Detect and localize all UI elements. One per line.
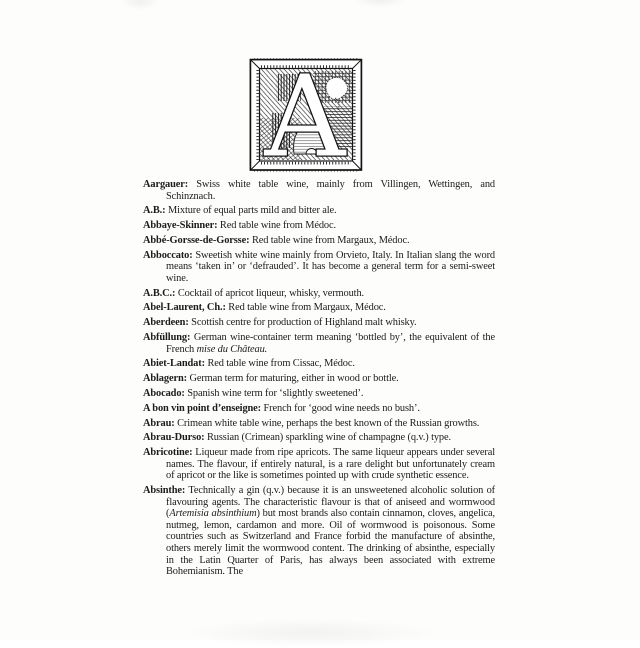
entry-term: Abfüllung: [143, 332, 191, 344]
entry [143, 332, 495, 355]
entry-definition-text: Red table wine from Margaux, Médoc. [251, 234, 410, 246]
scan-smudge [120, 0, 160, 10]
entry-term: Abrau-Durso: [143, 432, 205, 444]
entry [143, 388, 495, 400]
entry-definition-text: Liqueur made from ripe apricots. The same liqueur appears under several names. The flavour, if entirely natural, is a rare delight but unfortunately cream of apricot or the like is sometimes pointed up with crude synthetic essence. [166, 447, 495, 482]
entry [143, 220, 495, 232]
entry-term: Aargauer: [143, 179, 189, 190]
decorative-initial [249, 58, 363, 172]
entry-definition-text: Crimean white table wine, perhaps the best known of the Russian growths. [177, 417, 480, 429]
entry-term: Abiet-Landat: [143, 358, 205, 370]
entry [143, 205, 495, 217]
entry-definition-text: Mixture of equal parts mild and bitter ale. [167, 205, 337, 217]
entry [143, 373, 495, 385]
entries-list [143, 179, 495, 581]
entry-definition-italic: Artemisia absinthium [169, 508, 257, 520]
entry-term: Abbé-Gorsse-de-Gorsse: [143, 234, 250, 246]
woodcut-initial-frame [249, 58, 363, 172]
entry-definition-text: ) but most brands also contain cinnamon, cloves, angelica, nutmeg, lemon, cardamon and more. Oil of wormwood is poisonous. Some countries such as Switzerland and France forbid the manufacture of absinthe, others merely limit the wormwood content. The drinking of absinthe, especially in the Latin Quarter of Paris, has always been associated with extreme Bohemianism. The [166, 508, 495, 578]
entry-term: A.B.: [143, 205, 166, 217]
entry-term: Absinthe: [143, 485, 186, 497]
initial-letter: A [264, 58, 346, 172]
entry-definition-text: Technically a gin (q.v.) because it is an unsweetened alcoholic solution of flavouring agents. The characteristic flavour is that of aniseed and wormwood ( [166, 485, 495, 520]
entry-term: Abel-Laurent, Ch.: [143, 302, 226, 314]
scan-smudge [352, 0, 408, 8]
entry-definition-text: Cocktail of apricot liqueur, whisky, vermouth. [177, 287, 364, 299]
entry-definition-text: Red table wine from Cissac, Médoc. [207, 358, 355, 370]
entry [143, 179, 495, 202]
entry-term: Abbaye-Skinner: [143, 220, 218, 232]
entry-definition-text: Swiss white table wine, mainly from Villingen, Wettingen, and Schinznach. [166, 179, 495, 202]
entry-definition-text: French for ‘good wine needs no bush’. [263, 402, 420, 414]
entry [143, 358, 495, 370]
entry-definition-text: Scottish centre for production of Highland malt whisky. [191, 317, 417, 329]
entry-definition-text: Sweetish white wine mainly from Orvieto, Italy. In Italian slang the word means ‘taken in’ or ‘defrauded’. It has become a general term for a semi-sweet wine. [166, 249, 495, 284]
entry-term: Ablagern: [143, 373, 187, 385]
entry [143, 447, 495, 482]
entry-definition-text: Russian (Crimean) sparkling wine of champagne (q.v.) type. [206, 432, 451, 444]
entry-term: Abocado: [143, 387, 185, 399]
entry-term: A bon vin point d’enseigne: [143, 402, 262, 414]
entry-definition-text: Red table wine from Médoc. [219, 220, 336, 232]
entry-definition-text: German term for maturing, either in wood or bottle. [189, 373, 399, 385]
entry-definition-text: Spanish wine term for ‘slightly sweetened’. [187, 387, 364, 399]
entry [143, 317, 495, 329]
entry [143, 485, 495, 578]
entry-term: Abrau: [143, 417, 175, 429]
entry-term: A.B.C.: [143, 287, 176, 299]
entry [143, 250, 495, 285]
entry [143, 302, 495, 314]
entry [143, 235, 495, 247]
entry-term: Abricotine: [143, 447, 193, 459]
entry [143, 418, 495, 430]
entry [143, 403, 495, 415]
scan-smudge [180, 618, 440, 648]
entry-definition-italic: mise du Château. [196, 343, 268, 355]
entry [143, 288, 495, 300]
entry-definition-text: Red table wine from Margaux, Médoc. [228, 302, 386, 314]
entry-term: Abboccato: [143, 249, 193, 261]
entry [143, 432, 495, 444]
entry-term: Aberdeen: [143, 317, 189, 329]
entry-definition-text: German wine-container term meaning ‘bottled by’, the equivalent of the French [166, 332, 495, 355]
